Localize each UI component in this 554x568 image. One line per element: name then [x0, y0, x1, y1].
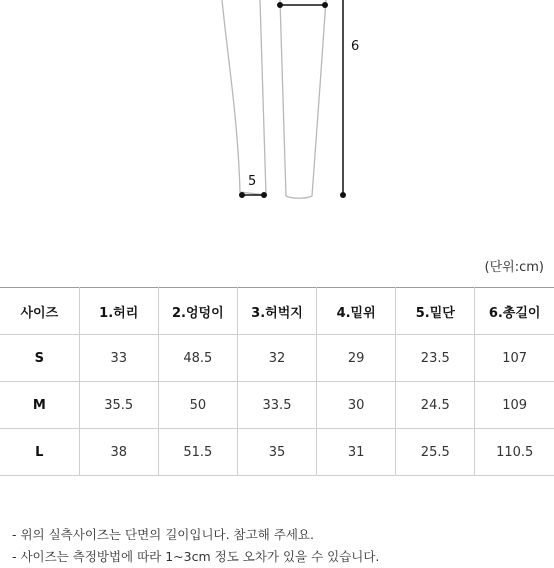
label-6: 6: [351, 39, 360, 54]
size-cell: L: [0, 429, 79, 476]
thigh-cell: 32: [237, 335, 316, 382]
header-rise: 4.밑위: [317, 288, 396, 335]
top-measure-line: [277, 2, 328, 8]
header-hem: 5.밑단: [396, 288, 475, 335]
hip-cell: 51.5: [158, 429, 237, 476]
total-length-cell: 110.5: [475, 429, 554, 476]
hip-cell: 48.5: [158, 335, 237, 382]
unit-label: (단위:cm): [484, 260, 544, 275]
header-size: 사이즈: [0, 288, 79, 335]
note-line: - 사이즈는 측정방법에 따라 1~3cm 정도 오차가 있을 수 있습니다.: [12, 549, 380, 564]
hem-cell: 23.5: [396, 335, 475, 382]
header-thigh: 3.허벅지: [237, 288, 316, 335]
header-hip: 2.엉덩이: [158, 288, 237, 335]
hip-cell: 50: [158, 382, 237, 429]
right-leg-outline: [280, 0, 326, 198]
thigh-cell: 35: [237, 429, 316, 476]
table-row: [0, 382, 554, 429]
hem-cell: 24.5: [396, 382, 475, 429]
size-chart-table: [0, 287, 554, 476]
total-length-measure-line: [340, 0, 346, 198]
left-leg-outline: [222, 0, 266, 195]
rise-cell: 31: [317, 429, 396, 476]
size-cell: M: [0, 382, 79, 429]
table-row: [0, 429, 554, 476]
waist-cell: 33: [79, 335, 158, 382]
thigh-cell: 33.5: [237, 382, 316, 429]
header-total-length: 6.총길이: [475, 288, 554, 335]
header-waist: 1.허리: [79, 288, 158, 335]
table-header-row: [0, 288, 554, 335]
total-length-cell: 109: [475, 382, 554, 429]
waist-cell: 38: [79, 429, 158, 476]
waist-cell: 35.5: [79, 382, 158, 429]
size-cell: S: [0, 335, 79, 382]
size-notes: [12, 524, 379, 568]
pants-measurement-diagram: [0, 0, 554, 215]
rise-cell: 29: [317, 335, 396, 382]
table-row: [0, 335, 554, 382]
note-line: - 위의 실측사이즈는 단면의 길이입니다. 참고해 주세요.: [12, 527, 314, 542]
rise-cell: 30: [317, 382, 396, 429]
hem-cell: 25.5: [396, 429, 475, 476]
label-5: 5: [248, 174, 257, 189]
total-length-cell: 107: [475, 335, 554, 382]
